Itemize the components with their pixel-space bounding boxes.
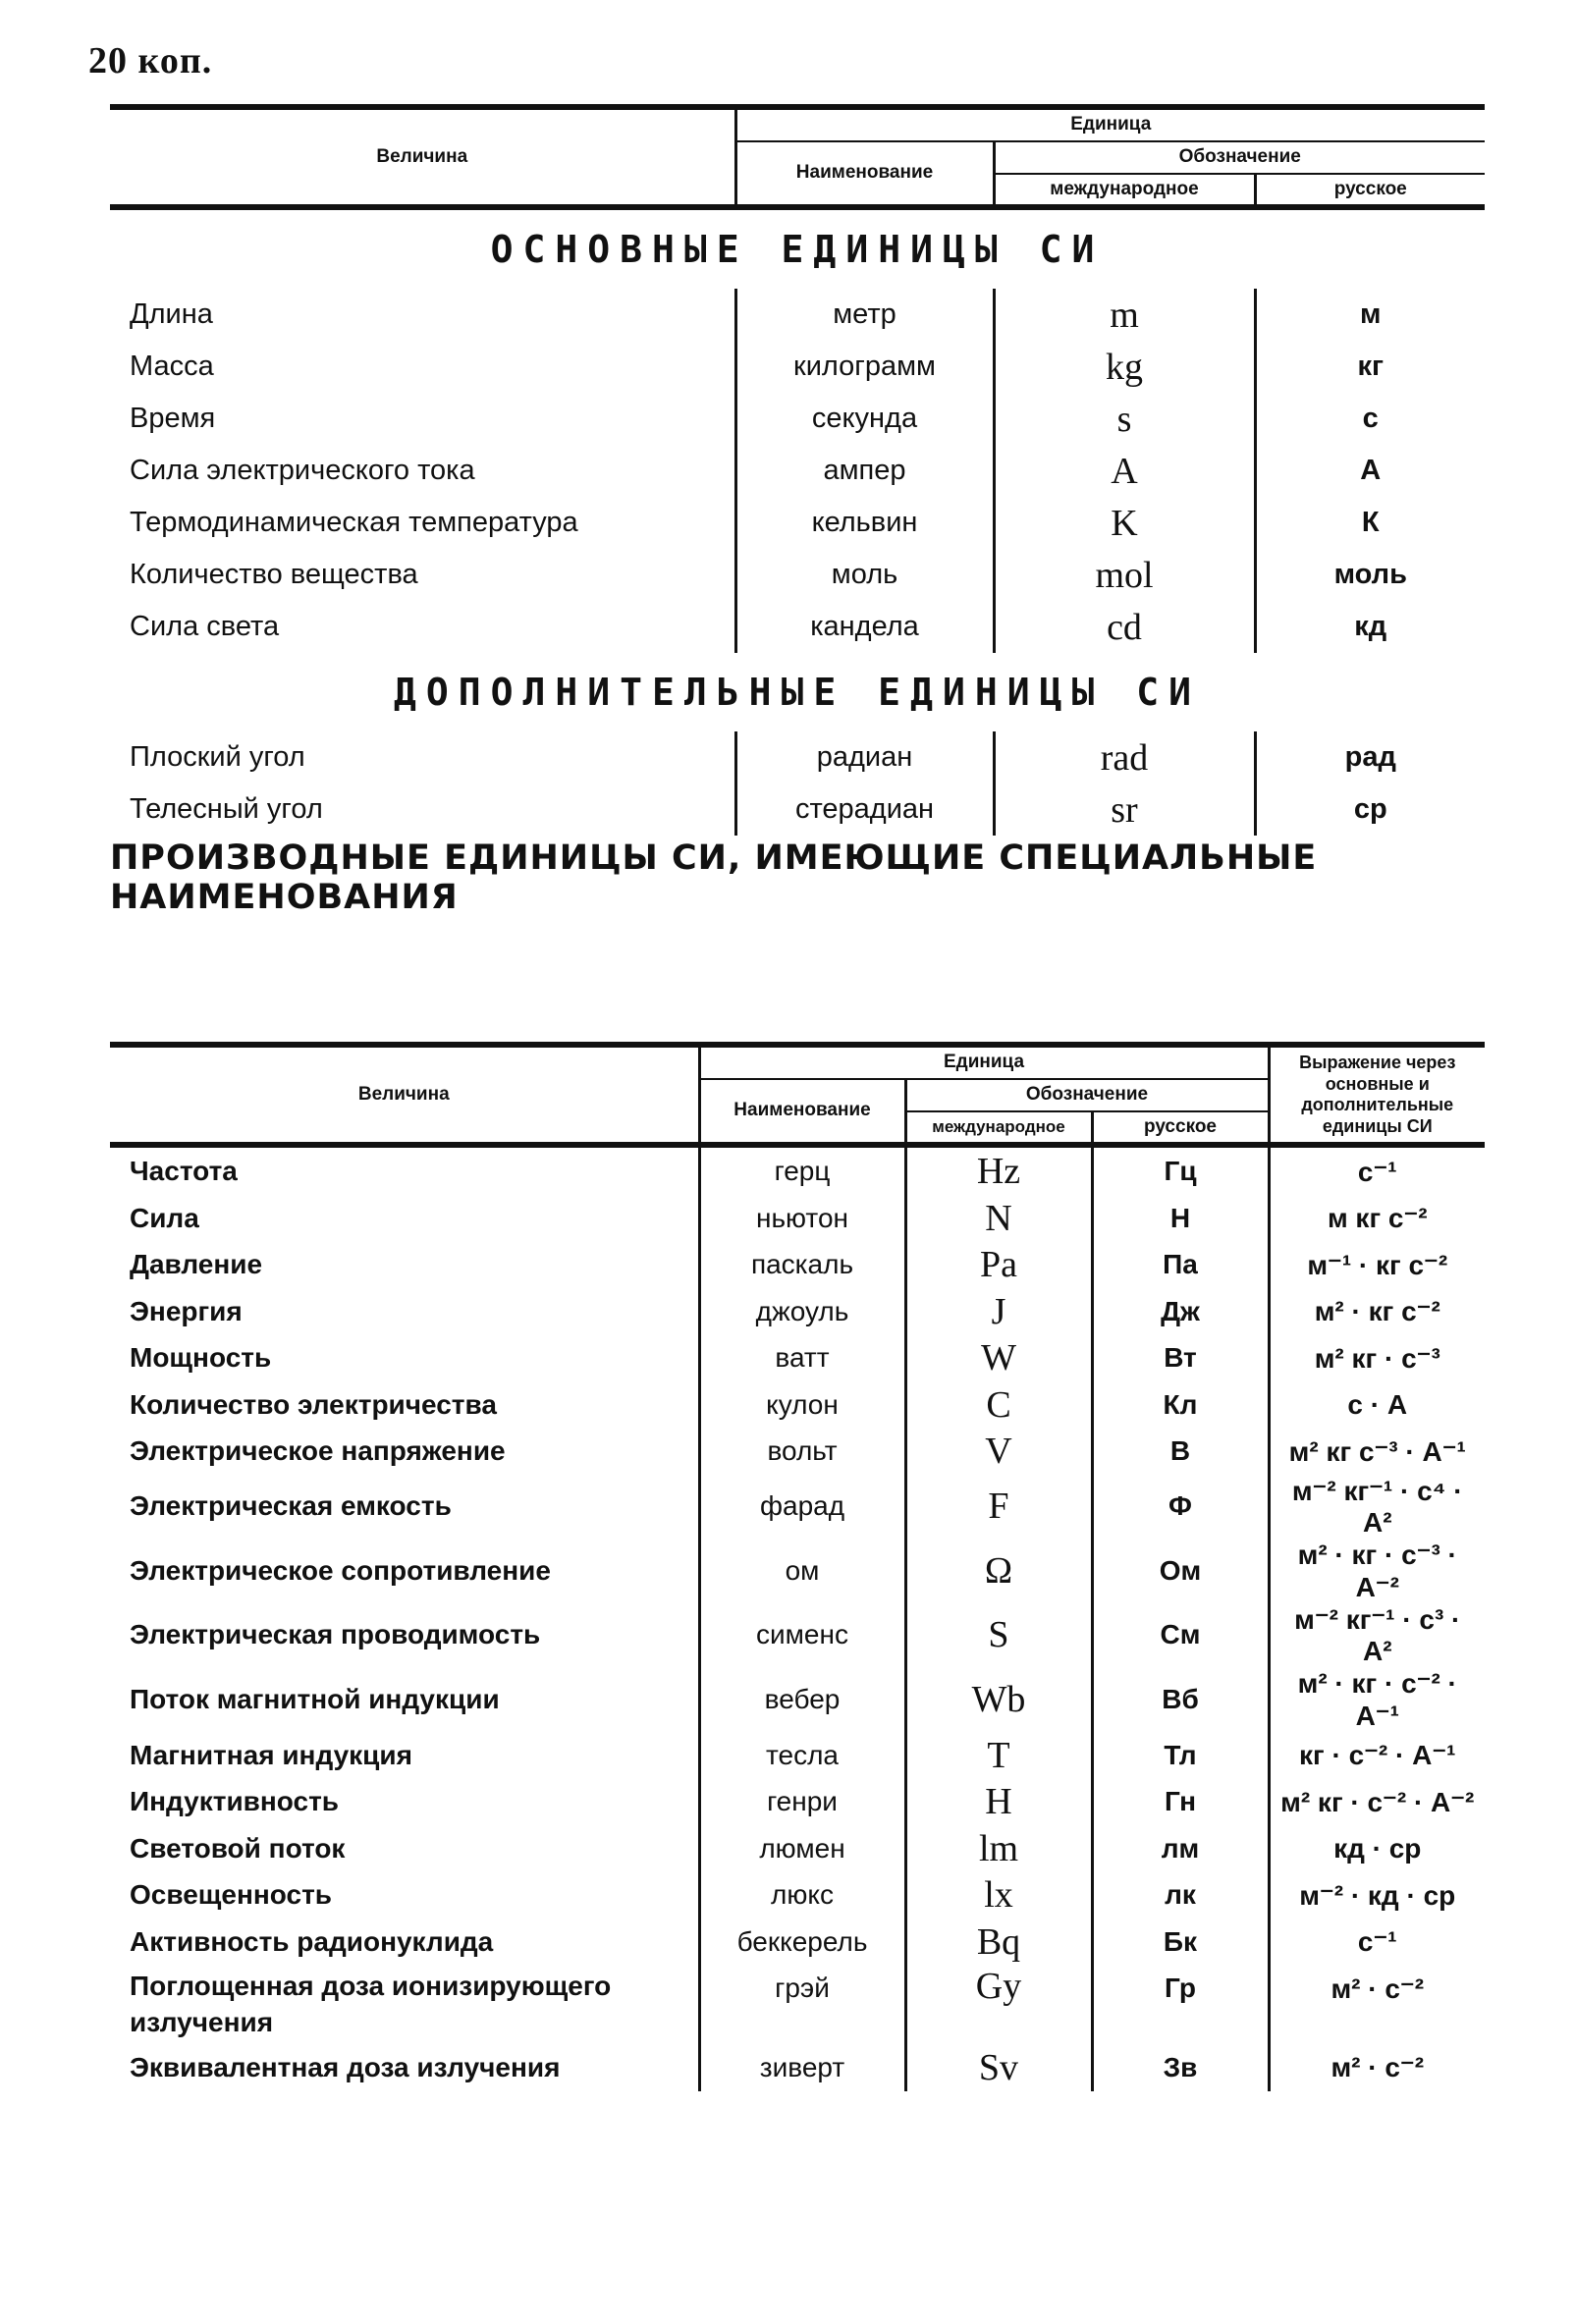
quantity-cell: Электрическая емкость — [130, 1490, 452, 1522]
expression-cell: м² кг · с⁻³ — [1269, 1334, 1485, 1381]
intl-symbol-cell: W — [905, 1334, 1092, 1381]
table-row — [110, 731, 1485, 784]
rus-symbol-cell: Бк — [1092, 1919, 1269, 1966]
unit-name-cell: люмен — [699, 1825, 905, 1872]
unit-name-cell: стерадиан — [735, 784, 994, 836]
expression-cell: м² · кг · с⁻² · А⁻¹ — [1269, 1667, 1485, 1732]
rus-symbol-cell: кд — [1255, 601, 1485, 653]
quantity-cell: Активность радионуклида — [130, 1925, 494, 1957]
expression-cell: кд · ср — [1269, 1825, 1485, 1872]
expression-cell: м⁻¹ · кг с⁻² — [1269, 1241, 1485, 1288]
rus-symbol-cell: Гц — [1092, 1145, 1269, 1195]
table-row — [110, 1145, 1485, 1195]
expression-cell: с⁻¹ — [1269, 1919, 1485, 1966]
quantity-cell: Электрическое напряжение — [130, 1435, 506, 1467]
rus-symbol-cell: К — [1255, 497, 1485, 549]
intl-symbol-cell: s — [994, 393, 1255, 445]
unit-name-cell: ватт — [699, 1334, 905, 1381]
table-row — [110, 497, 1485, 549]
quantity-cell: Время — [130, 403, 216, 435]
quantity-cell: Телесный угол — [130, 793, 323, 826]
table-row — [110, 549, 1485, 601]
table-row — [110, 2044, 1485, 2091]
header-designation: Обозначение — [994, 141, 1485, 174]
unit-name-cell: вольт — [699, 1428, 905, 1475]
intl-symbol-cell: A — [994, 445, 1255, 497]
table-row — [110, 1667, 1485, 1732]
expression-cell: м кг с⁻² — [1269, 1195, 1485, 1242]
table-row — [110, 1334, 1485, 1381]
header-name: Наименование — [735, 141, 994, 208]
section-title-derived: ПРОИЗВОДНЫЕ ЕДИНИЦЫ СИ, ИМЕЮЩИЕ СПЕЦИАЛЬНЫЕ НАИМЕНОВАНИЯ — [110, 838, 1318, 918]
table-row — [110, 1778, 1485, 1825]
expression-cell: м² · с⁻² — [1269, 1965, 1485, 2044]
unit-name-cell: герц — [699, 1145, 905, 1195]
unit-name-cell: ампер — [735, 445, 994, 497]
unit-name-cell: вебер — [699, 1667, 905, 1732]
expression-cell: м² кг с⁻³ · А⁻¹ — [1269, 1428, 1485, 1475]
table-row — [110, 1241, 1485, 1288]
quantity-cell: Количество электричества — [130, 1388, 497, 1420]
rus-symbol-cell: А — [1255, 445, 1485, 497]
table-row — [110, 393, 1485, 445]
section-title-supplementary: ДОПОЛНИТЕЛЬНЫЕ ЕДИНИЦЫ СИ — [394, 671, 1201, 715]
quantity-cell: Электрическое сопротивление — [130, 1554, 551, 1586]
rus-symbol-cell: Тл — [1092, 1732, 1269, 1779]
unit-name-cell: генри — [699, 1778, 905, 1825]
expression-cell: м⁻² кг⁻¹ · с³ · А² — [1269, 1603, 1485, 1667]
expression-cell: м² кг · с⁻² · А⁻² — [1269, 1778, 1485, 1825]
rus-symbol-cell: Па — [1092, 1241, 1269, 1288]
table-row — [110, 341, 1485, 393]
quantity-cell: Электрическая проводимость — [130, 1619, 541, 1650]
quantity-cell: Давление — [130, 1249, 263, 1280]
table-row — [110, 1288, 1485, 1335]
intl-symbol-cell: Hz — [905, 1145, 1092, 1195]
unit-name-cell: кельвин — [735, 497, 994, 549]
unit-name-cell: радиан — [735, 731, 994, 784]
header-russian: русское — [1092, 1111, 1269, 1146]
rus-symbol-cell: См — [1092, 1603, 1269, 1667]
header-international: международное — [994, 174, 1255, 208]
unit-name-cell: джоуль — [699, 1288, 905, 1335]
quantity-cell: Поток магнитной индукции — [130, 1683, 500, 1714]
intl-symbol-cell: cd — [994, 601, 1255, 653]
rus-symbol-cell: ср — [1255, 784, 1485, 836]
header-expression: Выражение через основные и дополнительные единицы СИ — [1269, 1045, 1485, 1145]
rus-symbol-cell: лм — [1092, 1825, 1269, 1872]
rus-symbol-cell: В — [1092, 1428, 1269, 1475]
unit-name-cell: кулон — [699, 1381, 905, 1429]
quantity-cell: Мощность — [130, 1342, 272, 1374]
rus-symbol-cell: рад — [1255, 731, 1485, 784]
intl-symbol-cell: K — [994, 497, 1255, 549]
unit-name-cell: секунда — [735, 393, 994, 445]
rus-symbol-cell: м — [1255, 289, 1485, 341]
rus-symbol-cell: Гн — [1092, 1778, 1269, 1825]
quantity-cell: Количество вещества — [130, 559, 418, 591]
rus-symbol-cell: Вт — [1092, 1334, 1269, 1381]
intl-symbol-cell: T — [905, 1732, 1092, 1779]
quantity-cell: Сила света — [130, 611, 280, 643]
intl-symbol-cell: S — [905, 1603, 1092, 1667]
expression-cell: кг · с⁻² · А⁻¹ — [1269, 1732, 1485, 1779]
header-name: Наименование — [699, 1079, 905, 1146]
intl-symbol-cell: sr — [994, 784, 1255, 836]
rus-symbol-cell: Ом — [1092, 1539, 1269, 1603]
intl-symbol-cell: V — [905, 1428, 1092, 1475]
unit-name-cell: люкс — [699, 1871, 905, 1919]
expression-cell: с · А — [1269, 1381, 1485, 1429]
table-row — [110, 1195, 1485, 1242]
unit-name-cell: грэй — [699, 1965, 905, 2044]
rus-symbol-cell: лк — [1092, 1871, 1269, 1919]
expression-cell: м² · с⁻² — [1269, 2044, 1485, 2091]
unit-name-cell: сименс — [699, 1603, 905, 1667]
unit-name-cell: ом — [699, 1539, 905, 1603]
table-row — [110, 445, 1485, 497]
header-russian: русское — [1255, 174, 1485, 208]
unit-name-cell: паскаль — [699, 1241, 905, 1288]
intl-symbol-cell: lx — [905, 1871, 1092, 1919]
rus-symbol-cell: Вб — [1092, 1667, 1269, 1732]
table-row — [110, 601, 1485, 653]
expression-cell: м⁻² кг⁻¹ · с⁴ · А² — [1269, 1475, 1485, 1539]
unit-name-cell: беккерель — [699, 1919, 905, 1966]
rus-symbol-cell: Кл — [1092, 1381, 1269, 1429]
table-row — [110, 1732, 1485, 1779]
header-unit: Единица — [699, 1045, 1269, 1079]
rus-symbol-cell: кг — [1255, 341, 1485, 393]
quantity-cell: Освещенность — [130, 1879, 333, 1911]
unit-name-cell: кандела — [735, 601, 994, 653]
unit-name-cell: ньютон — [699, 1195, 905, 1242]
intl-symbol-cell: m — [994, 289, 1255, 341]
quantity-cell: Энергия — [130, 1295, 243, 1326]
intl-symbol-cell: mol — [994, 549, 1255, 601]
rus-symbol-cell: Н — [1092, 1195, 1269, 1242]
table-row — [110, 1428, 1485, 1475]
intl-symbol-cell: rad — [994, 731, 1255, 784]
section-title-base: ОСНОВНЫЕ ЕДИНИЦЫ СИ — [490, 228, 1105, 272]
quantity-cell: Длина — [130, 298, 213, 331]
header-quantity: Величина — [110, 107, 735, 207]
intl-symbol-cell: Pa — [905, 1241, 1092, 1288]
rus-symbol-cell: Гр — [1092, 1965, 1269, 2044]
intl-symbol-cell: Bq — [905, 1919, 1092, 1966]
intl-symbol-cell: Ω — [905, 1539, 1092, 1603]
expression-cell: м² · кг · с⁻³ · А⁻² — [1269, 1539, 1485, 1603]
intl-symbol-cell: kg — [994, 341, 1255, 393]
intl-symbol-cell: Sv — [905, 2044, 1092, 2091]
header-international: международное — [905, 1111, 1092, 1146]
table-row — [110, 1825, 1485, 1872]
rus-symbol-cell: моль — [1255, 549, 1485, 601]
unit-name-cell: фарад — [699, 1475, 905, 1539]
rus-symbol-cell: с — [1255, 393, 1485, 445]
quantity-cell: Плоский угол — [130, 741, 305, 774]
expression-cell: м⁻² · кд · ср — [1269, 1871, 1485, 1919]
quantity-cell: Световой поток — [130, 1832, 346, 1864]
intl-symbol-cell: F — [905, 1475, 1092, 1539]
intl-symbol-cell: C — [905, 1381, 1092, 1429]
intl-symbol-cell: lm — [905, 1825, 1092, 1872]
intl-symbol-cell: N — [905, 1195, 1092, 1242]
header-unit: Единица — [735, 107, 1485, 141]
table-row — [110, 1919, 1485, 1966]
base-units-table — [110, 104, 1485, 920]
intl-symbol-cell: Gy — [905, 1965, 1092, 2044]
table-row — [110, 784, 1485, 836]
rus-symbol-cell: Зв — [1092, 2044, 1269, 2091]
quantity-cell: Магнитная индукция — [130, 1739, 412, 1770]
table-row — [110, 1603, 1485, 1667]
intl-symbol-cell: Wb — [905, 1667, 1092, 1732]
table-row — [110, 1475, 1485, 1539]
quantity-cell: Эквивалентная доза излучения — [130, 2051, 561, 2082]
rus-symbol-cell: Ф — [1092, 1475, 1269, 1539]
expression-cell: м² · кг с⁻² — [1269, 1288, 1485, 1335]
table-row — [110, 1871, 1485, 1919]
table-row — [110, 1965, 1485, 2044]
quantity-cell: Частота — [130, 1156, 238, 1187]
intl-symbol-cell: H — [905, 1778, 1092, 1825]
quantity-cell: Поглощенная доза ионизирующего излучения — [130, 1971, 612, 2037]
table-row — [110, 1539, 1485, 1603]
quantity-cell: Сила электрического тока — [130, 455, 475, 487]
header-designation: Обозначение — [905, 1079, 1269, 1111]
intl-symbol-cell: J — [905, 1288, 1092, 1335]
quantity-cell: Индуктивность — [130, 1786, 340, 1817]
unit-name-cell: зиверт — [699, 2044, 905, 2091]
unit-name-cell: моль — [735, 549, 994, 601]
price-label: 20 коп. — [88, 40, 213, 81]
table-row — [110, 289, 1485, 341]
derived-units-table — [110, 1042, 1485, 2091]
unit-name-cell: килограмм — [735, 341, 994, 393]
rus-symbol-cell: Дж — [1092, 1288, 1269, 1335]
header-quantity: Величина — [110, 1045, 699, 1145]
unit-name-cell: метр — [735, 289, 994, 341]
unit-name-cell: тесла — [699, 1732, 905, 1779]
table-row — [110, 1381, 1485, 1429]
expression-cell: с⁻¹ — [1269, 1145, 1485, 1195]
quantity-cell: Сила — [130, 1202, 199, 1233]
quantity-cell: Масса — [130, 351, 214, 383]
quantity-cell: Термодинамическая температура — [130, 507, 578, 539]
